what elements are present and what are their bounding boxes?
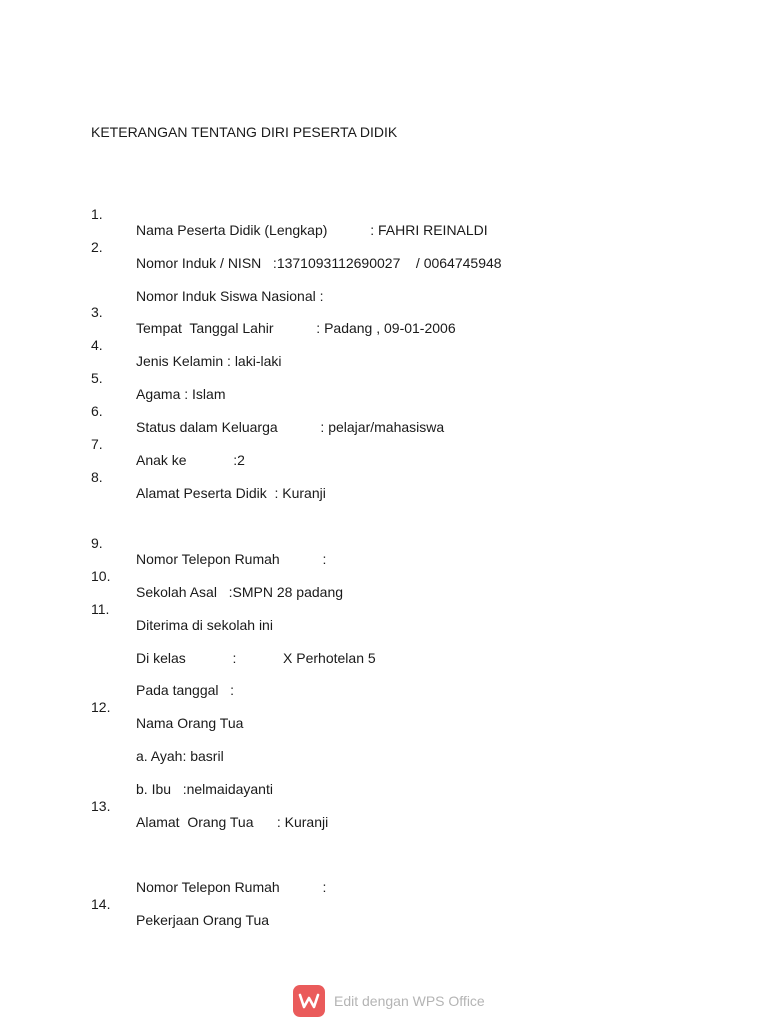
- list-item: [0, 256, 324, 304]
- item-number: 4.: [91, 337, 103, 353]
- item-number: 14.: [91, 896, 111, 912]
- item-text: Nama Orang Tua: [136, 715, 244, 731]
- item-text: Alamat Orang Tua : Kuranji: [136, 814, 329, 830]
- wps-edit-label[interactable]: Edit dengan WPS Office: [334, 993, 485, 1009]
- item-number: 6.: [91, 403, 103, 419]
- item-text: Nomor Induk Siswa Nasional :: [136, 288, 324, 304]
- list-item: [0, 321, 282, 369]
- item-text: Nomor Induk / NISN :1371093112690027 / 0064745948: [136, 255, 502, 271]
- item-text: Alamat Peserta Didik : Kuranji: [136, 485, 326, 501]
- item-text: Nama Peserta Didik (Lengkap) : FAHRI REINALDI: [136, 222, 488, 238]
- list-item: [0, 847, 327, 895]
- list-item: [0, 420, 245, 468]
- item-text: Anak ke :2: [136, 452, 245, 468]
- item-text: Sekolah Asal :SMPN 28 padang: [136, 584, 344, 600]
- item-text: Nomor Telepon Rumah :: [136, 879, 327, 895]
- item-text: Nomor Telepon Rumah :: [136, 551, 327, 567]
- item-number: 11.: [91, 601, 110, 617]
- item-number: 3.: [91, 304, 103, 320]
- wps-edit-banner[interactable]: [293, 984, 485, 1018]
- item-number: 8.: [91, 469, 103, 485]
- item-number: 10.: [91, 568, 111, 584]
- item-text: Agama : Islam: [136, 386, 226, 402]
- item-text: Di kelas : X Perhotelan 5: [136, 650, 376, 666]
- item-number: 13.: [91, 798, 111, 814]
- item-text: Pada tanggal :: [136, 682, 235, 698]
- item-text: Jenis Kelamin : laki-laki: [136, 353, 282, 369]
- wps-office-logo-icon[interactable]: [293, 985, 325, 1017]
- item-text: Pekerjaan Orang Tua: [136, 912, 270, 928]
- item-number: 2.: [91, 239, 103, 255]
- item-number: 9.: [91, 535, 103, 551]
- document-title: KETERANGAN TENTANG DIRI PESERTA DIDIK: [91, 124, 398, 140]
- item-number: 12.: [91, 699, 111, 715]
- list-item: [0, 650, 235, 698]
- item-text: Diterima di sekolah ini: [136, 617, 273, 633]
- item-number: 7.: [91, 436, 103, 452]
- list-item: [0, 519, 327, 567]
- item-number: 5.: [91, 370, 103, 386]
- item-text: Tempat Tanggal Lahir : Padang , 09-01-2006: [136, 320, 456, 336]
- list-item: [0, 190, 488, 238]
- item-text: a. Ayah: basril: [136, 748, 224, 764]
- item-text: b. Ibu :nelmaidayanti: [136, 781, 273, 797]
- item-text: Status dalam Keluarga : pelajar/mahasiswa: [136, 419, 445, 435]
- item-number: 1.: [91, 206, 103, 222]
